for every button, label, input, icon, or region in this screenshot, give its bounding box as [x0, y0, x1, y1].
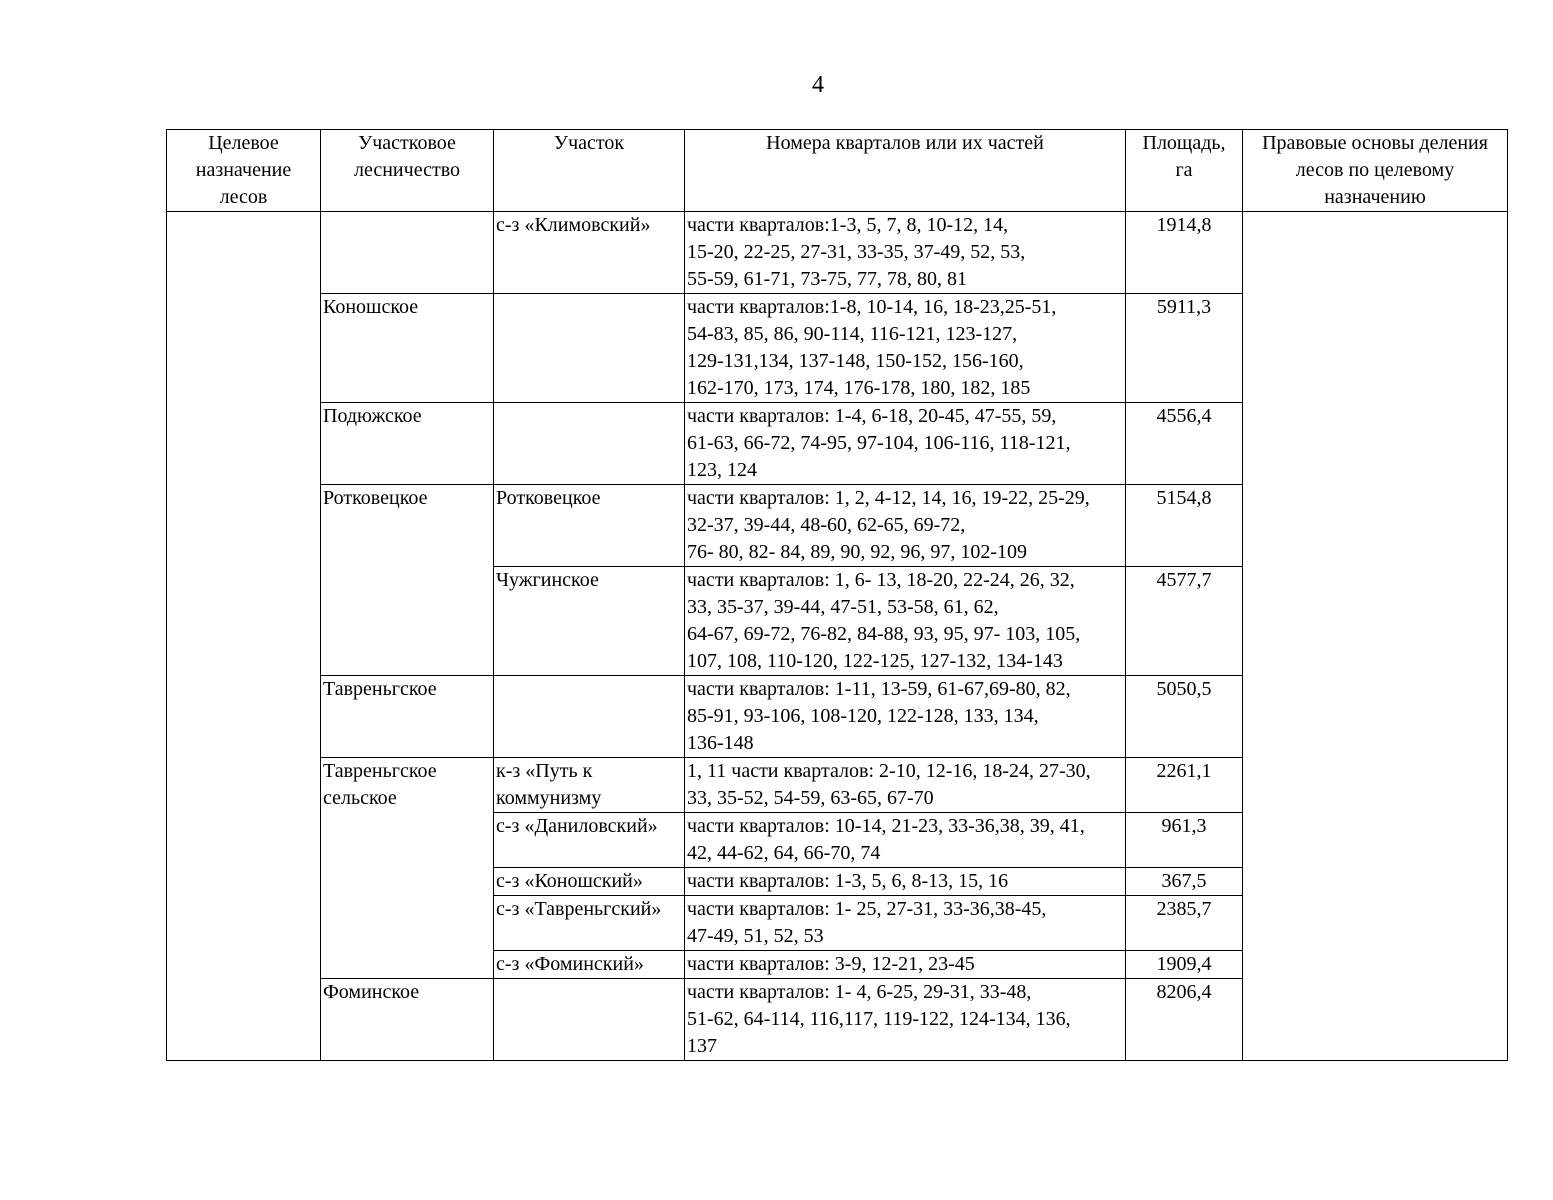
table-header — [167, 130, 1508, 212]
section-cell-line: с-з «Климовский» — [496, 214, 651, 236]
quarters-cell-line: части кварталов: 1-4, 6-18, 20-45, 47-55, 59, — [687, 405, 1057, 427]
area-cell: 4577,7 — [1126, 567, 1243, 676]
quarters-cell-line: 136-148 — [687, 732, 754, 754]
quarters-cell — [685, 868, 1126, 896]
quarters-cell-line: 123, 124 — [687, 459, 757, 481]
forestry-cell — [321, 676, 494, 758]
section-cell — [494, 212, 685, 294]
quarters-cell-line: 162-170, 173, 174, 176-178, 180, 182, 185 — [687, 377, 1031, 399]
section-cell-line: Чужгинское — [496, 569, 599, 591]
quarters-cell — [685, 813, 1126, 868]
page-number: 4 — [812, 72, 824, 98]
quarters-cell-line: части кварталов:1-3, 5, 7, 8, 10-12, 14, — [687, 214, 1009, 236]
section-cell — [494, 868, 685, 896]
quarters-cell-line: 137 — [687, 1035, 717, 1057]
quarters-cell-line: части кварталов:1-8, 10-14, 16, 18-23,25-51, — [687, 296, 1057, 318]
quarters-cell-line: 47-49, 51, 52, 53 — [687, 925, 824, 947]
forestry-cell-line: Фоминское — [323, 981, 420, 1003]
quarters-cell — [685, 676, 1126, 758]
area-cell: 2261,1 — [1126, 758, 1243, 813]
area-cell: 5050,5 — [1126, 676, 1243, 758]
header-purpose-line: Целевое — [208, 132, 279, 154]
quarters-cell-line: 85-91, 93-106, 108-120, 122-128, 133, 134, — [687, 705, 1039, 727]
section-cell-line: к-з «Путь к — [496, 760, 593, 782]
quarters-cell — [685, 979, 1126, 1061]
header-section — [494, 130, 685, 212]
header-area-line: Площадь, — [1142, 132, 1226, 154]
section-cell — [494, 567, 685, 676]
section-cell-line: Ротковецкое — [496, 487, 601, 509]
forestry-cell-line: Тавреньгское — [323, 760, 437, 782]
header-forestry-line: лесничество — [354, 159, 460, 181]
quarters-cell-line: части кварталов: 3-9, 12-21, 23-45 — [687, 953, 975, 975]
section-cell-line: с-з «Коношский» — [496, 870, 643, 892]
section-cell — [494, 676, 685, 758]
forestry-cell-line: Подюжское — [323, 405, 422, 427]
header-forestry — [321, 130, 494, 212]
forestry-cell-line: сельское — [323, 787, 397, 809]
forestry-cell — [321, 758, 494, 979]
header-legal-basis — [1243, 130, 1508, 212]
forestry-cell — [321, 212, 494, 294]
quarters-cell-line: 51-62, 64-114, 116,117, 119-122, 124-134, 136, — [687, 1008, 1071, 1030]
quarters-cell-line: 33, 35-52, 54-59, 63-65, 67-70 — [687, 787, 934, 809]
header-area-line: га — [1175, 159, 1193, 181]
header-purpose-line: назначение — [195, 159, 292, 181]
quarters-cell-line: 1, 11 части кварталов: 2-10, 12-16, 18-24, 27-30, — [687, 760, 1091, 782]
section-cell — [494, 758, 685, 813]
area-cell: 367,5 — [1126, 868, 1243, 896]
header-area — [1126, 130, 1243, 212]
quarters-cell — [685, 294, 1126, 403]
quarters-cell-line: части кварталов: 1, 6- 13, 18-20, 22-24, 26, 32, — [687, 569, 1075, 591]
header-forestry-line: Участковое — [358, 132, 456, 154]
quarters-cell-line: 107, 108, 110-120, 122-125, 127-132, 134-143 — [687, 650, 1063, 672]
quarters-cell-line: 129-131,134, 137-148, 150-152, 156-160, — [687, 350, 1024, 372]
quarters-cell-line: 32-37, 39-44, 48-60, 62-65, 69-72, — [687, 514, 966, 536]
quarters-cell-line: 55-59, 61-71, 73-75, 77, 78, 80, 81 — [687, 268, 967, 290]
table-row — [167, 212, 1508, 294]
quarters-cell — [685, 212, 1126, 294]
quarters-cell-line: 61-63, 66-72, 74-95, 97-104, 106-116, 118-121, — [687, 432, 1071, 454]
section-cell — [494, 979, 685, 1061]
section-cell — [494, 294, 685, 403]
header-purpose — [167, 130, 321, 212]
area-cell: 2385,7 — [1126, 896, 1243, 951]
forestry-cell — [321, 485, 494, 676]
forestry-cell-line: Коношское — [323, 296, 419, 318]
header-legal-line: Правовые основы деления — [1262, 132, 1488, 154]
section-cell — [494, 813, 685, 868]
quarters-cell-line: 33, 35-37, 39-44, 47-51, 53-58, 61, 62, — [687, 596, 999, 618]
section-cell — [494, 485, 685, 567]
area-cell: 1909,4 — [1126, 951, 1243, 979]
quarters-cell-line: 76- 80, 82- 84, 89, 90, 92, 96, 97, 102-109 — [687, 541, 1027, 563]
header-row — [167, 130, 1508, 212]
purpose-cell — [167, 212, 321, 1061]
area-cell: 5911,3 — [1126, 294, 1243, 403]
section-cell-line: с-з «Фоминский» — [496, 953, 644, 975]
header-quarters — [685, 130, 1126, 212]
section-cell — [494, 896, 685, 951]
quarters-cell — [685, 951, 1126, 979]
section-cell-line: коммунизму — [496, 787, 602, 809]
forest-quarters-table — [166, 129, 1508, 1061]
forestry-cell-line: Тавреньгское — [323, 678, 437, 700]
quarters-cell-line: 42, 44-62, 64, 66-70, 74 — [687, 842, 881, 864]
section-cell-line: с-з «Тавреньгский» — [496, 898, 662, 920]
header-quarters-line: Номера кварталов или их частей — [766, 132, 1044, 154]
quarters-cell — [685, 758, 1126, 813]
legal-basis-cell — [1243, 212, 1508, 1061]
area-cell: 8206,4 — [1126, 979, 1243, 1061]
header-section-line: Участок — [553, 132, 625, 154]
quarters-cell-line: 54-83, 85, 86, 90-114, 116-121, 123-127, — [687, 323, 1018, 345]
quarters-cell — [685, 567, 1126, 676]
header-purpose-line: лесов — [219, 186, 268, 208]
section-cell-line: с-з «Даниловский» — [496, 815, 658, 837]
section-cell — [494, 951, 685, 979]
quarters-cell — [685, 403, 1126, 485]
area-cell: 5154,8 — [1126, 485, 1243, 567]
quarters-cell-line: части кварталов: 1- 25, 27-31, 33-36,38-45, — [687, 898, 1047, 920]
header-legal-line: лесов по целевому — [1295, 159, 1455, 181]
forestry-cell-line: Ротковецкое — [323, 487, 428, 509]
quarters-cell-line: части кварталов: 1-11, 13-59, 61-67,69-80, 82, — [687, 678, 1071, 700]
quarters-cell-line: 64-67, 69-72, 76-82, 84-88, 93, 95, 97- 103, 105, — [687, 623, 1081, 645]
forestry-cell — [321, 403, 494, 485]
header-legal-line: назначению — [1324, 186, 1426, 208]
forestry-cell — [321, 979, 494, 1061]
quarters-cell-line: части кварталов: 1, 2, 4-12, 14, 16, 19-22, 25-29, — [687, 487, 1090, 509]
section-cell — [494, 403, 685, 485]
area-cell: 961,3 — [1126, 813, 1243, 868]
quarters-cell — [685, 896, 1126, 951]
quarters-cell-line: части кварталов: 1- 4, 6-25, 29-31, 33-48, — [687, 981, 1032, 1003]
area-cell: 4556,4 — [1126, 403, 1243, 485]
quarters-cell-line: 15-20, 22-25, 27-31, 33-35, 37-49, 52, 53, — [687, 241, 1026, 263]
quarters-cell-line: части кварталов: 10-14, 21-23, 33-36,38, 39, 41, — [687, 815, 1085, 837]
table-body — [167, 212, 1508, 1061]
quarters-cell-line: части кварталов: 1-3, 5, 6, 8-13, 15, 16 — [687, 870, 1009, 892]
forestry-cell — [321, 294, 494, 403]
quarters-cell — [685, 485, 1126, 567]
area-cell: 1914,8 — [1126, 212, 1243, 294]
